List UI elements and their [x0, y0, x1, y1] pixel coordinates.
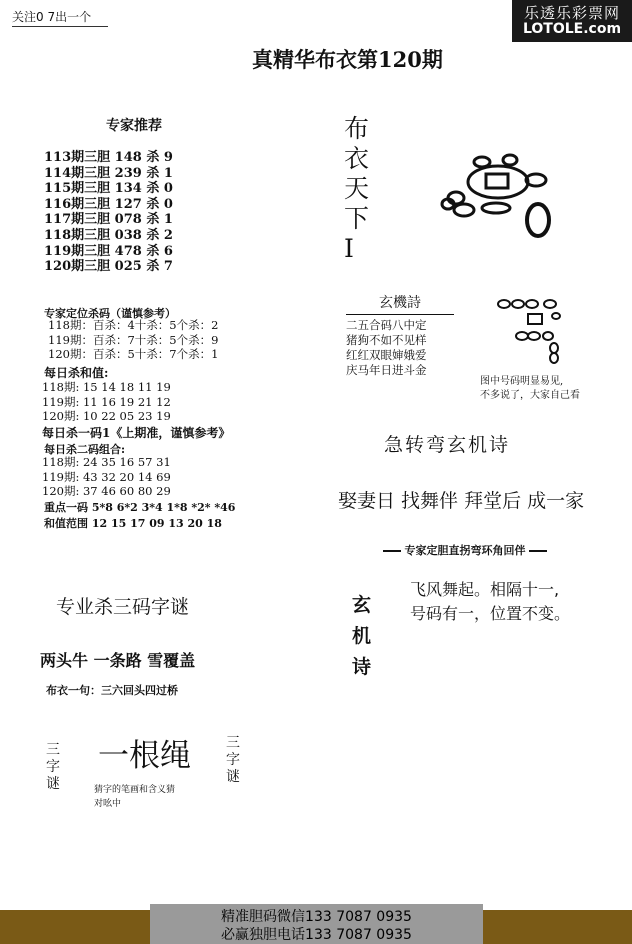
drawing-shape	[474, 157, 490, 167]
corner-lines	[410, 578, 570, 626]
footer-bar	[0, 910, 632, 944]
riddle-main: 一根绳	[98, 738, 191, 774]
image-caption	[480, 375, 580, 403]
picture-shape	[512, 300, 524, 308]
picture-shape	[544, 300, 556, 308]
corner-heading-wrap	[358, 542, 572, 558]
expert-row: 116期三胆 127 杀 0	[44, 196, 173, 212]
expert-row: 119期三胆 478 杀 6	[44, 243, 173, 259]
two-code-row: 119期: 43 32 20 14 69	[42, 469, 171, 484]
watermark-line1: 乐透乐彩票网	[523, 4, 620, 22]
corner-rule-right	[529, 550, 547, 552]
caption-line: 不多说了，大家自己看	[480, 390, 580, 401]
footer-line1: 精准胆码微信133 7087 0935	[221, 909, 412, 925]
expert-row: 118期三胆 038 杀 2	[44, 227, 173, 243]
position-kill-row: 119期：百杀：7十杀：5个杀：9	[48, 332, 219, 347]
riddle-left-vertical: 三字谜	[46, 742, 60, 792]
drawing-shape	[454, 204, 474, 216]
position-kill-list	[48, 318, 218, 362]
drawing-shape	[482, 203, 510, 213]
caption-line: 图中号码明显易见,	[480, 376, 564, 387]
xuanji-box	[346, 292, 454, 378]
sum-kill-row: 120期: 10 22 05 23 19	[42, 409, 171, 423]
corner-vertical: 玄机诗	[352, 594, 372, 678]
two-code-row: 120期: 37 46 60 80 29	[42, 484, 171, 498]
riddle-heading: 专业杀三码字谜	[56, 596, 190, 618]
buyi-vertical-title: 布衣天下Ⅰ	[344, 114, 370, 263]
picture-shape	[516, 332, 528, 340]
key-code: 重点一码 5*8 6*2 3*4 1*8 *2* *46	[44, 501, 236, 514]
position-kill-heading: 专家定位杀码（谨慎参考）	[44, 307, 176, 320]
riddle-note-2: 对吆中	[94, 799, 122, 809]
drawing-shape	[503, 155, 517, 165]
picture-shape	[528, 332, 540, 340]
picture-shape	[552, 313, 560, 319]
corner-line: 号码有一，位置不变。	[410, 604, 571, 623]
picture-shape	[498, 300, 510, 308]
xuanji-divider	[346, 314, 454, 315]
buyi-sentence: 布衣一句：三六回头四过桥	[46, 684, 178, 697]
xuanji-title: 玄機詩	[379, 295, 421, 311]
one-code-heading: 每日杀一码1《上期准，谨慎参考》	[42, 426, 231, 440]
expert-row: 117期三胆 078 杀 1	[44, 212, 173, 228]
xuanji-line: 庆马年日进斗金	[346, 363, 427, 377]
xuanji-lines	[346, 318, 454, 378]
footer-contact-box	[150, 904, 483, 944]
expert-list	[44, 150, 173, 275]
picture-shape	[550, 343, 558, 353]
page-title: 真精华布衣第120期	[252, 47, 443, 72]
corner-line: 飞风舞起。相隔十一,	[410, 580, 560, 599]
expert-row: 120期三胆 025 杀 7	[44, 259, 173, 275]
expert-row: 113期三胆 148 杀 9	[44, 150, 173, 165]
top-note-text: 关注0 7出一个	[12, 10, 92, 24]
two-code-list	[42, 455, 171, 499]
riddle-right-vertical: 三字谜	[226, 735, 240, 785]
two-code-row: 118期: 24 35 16 57 31	[42, 455, 171, 469]
corner-heading: 专家定胆直拐弯环角回伴	[404, 544, 526, 557]
sum-kill-row: 118期: 15 14 18 11 19	[42, 380, 171, 394]
expert-heading: 专家推荐	[106, 118, 162, 134]
riddle-note-1: 猜字的笔画和含义猜	[94, 785, 176, 795]
sum-kill-heading: 每日杀和值:	[44, 366, 109, 380]
rush-heading: 急转弯玄机诗	[384, 434, 511, 456]
drawing-shape	[486, 174, 508, 188]
picture-shape	[528, 314, 542, 324]
expert-row: 115期三胆 134 杀 0	[44, 181, 173, 197]
two-code-heading: 每日杀二码组合:	[44, 443, 126, 456]
position-kill-row: 118期：百杀：4十杀：5个杀：2	[48, 318, 219, 332]
rush-line: 娶妻日 找舞伴 拜堂后 成一家	[338, 490, 585, 512]
position-kill-row: 120期：百杀：5十杀：7个杀：1	[48, 347, 219, 361]
top-note	[12, 8, 108, 27]
drawing-shape	[527, 204, 549, 236]
puzzle-drawing	[438, 150, 570, 242]
xuanji-line: 红红双眼婶娥爱	[346, 348, 427, 362]
sum-range: 和值范围 12 15 17 09 13 20 18	[44, 517, 222, 530]
picture-shape	[550, 353, 558, 363]
riddle-phrase: 两头牛 一条路 雪覆盖	[40, 651, 196, 670]
watermark-line2: LOTOLE.com	[522, 21, 622, 37]
xuanji-line: 二五合码八中定	[346, 318, 427, 332]
drawing-shape	[468, 166, 528, 198]
sum-kill-row: 119期: 11 16 19 21 12	[42, 394, 171, 409]
corner-rule-left	[383, 550, 401, 552]
sum-kill-list	[42, 380, 171, 424]
code-picture	[494, 296, 570, 366]
footer-line2: 必赢独胆电话133 7087 0935	[221, 927, 412, 943]
picture-shape	[526, 300, 538, 308]
picture-shape	[543, 332, 553, 340]
expert-row: 114期三胆 239 杀 1	[44, 165, 173, 181]
xuanji-line: 猪狗不如不见样	[346, 333, 427, 347]
site-watermark	[512, 0, 632, 42]
top-note-underline	[12, 26, 108, 27]
